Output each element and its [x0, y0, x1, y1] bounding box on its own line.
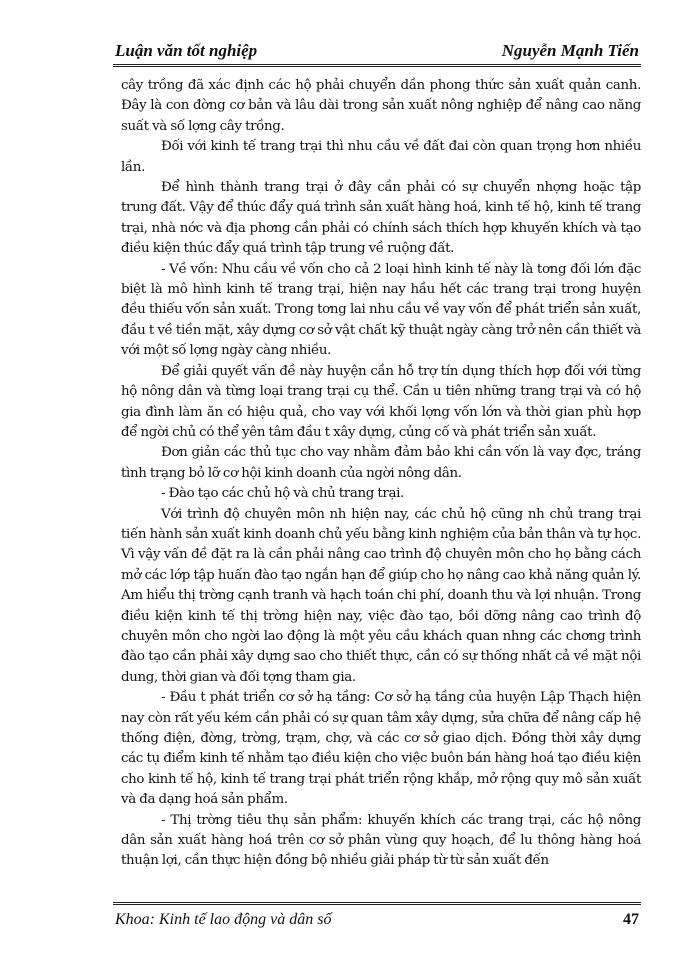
faculty-name: Khoa: Kinh tế lao động và dân số: [115, 911, 332, 928]
page-footer: [113, 902, 641, 931]
thesis-title: Luận văn tốt nghiệp: [115, 41, 258, 60]
page-number: 47: [623, 911, 639, 928]
page-header: [113, 38, 641, 67]
paragraph-6: Đơn giản các thủ tục cho vay nhằm đảm bảo khi cần vốn là vay đợc, tráng tình trạng bỏ lỡ cơ hội kinh doanh của ngời nông dân.: [121, 445, 641, 481]
document-body: [121, 76, 641, 872]
paragraph-4: - Về vốn: Nhu cầu về vốn cho cả 2 loại hình kinh tế này là tơng đối lớn đặc biệt là mô hình kinh tế trang trại, hiện nay hầu hết các trang trại trong huyện đều thiếu vốn sản xuất. Trong tơng lai nhu cầu về vay vốn để phát triển sản xuất, đầu t về tiền mặt, xây dựng cơ sở vật chất kỹ thuật ngày càng trở nên cần thiết và với một số lợng ngày càng nhiều.: [121, 261, 641, 359]
paragraph-7: - Đào tạo các chủ hộ và chủ trang trại.: [161, 486, 404, 502]
paragraph-9: - Đầu t phát triển cơ sở hạ tầng: Cơ sở hạ tầng của huyện Lập Thạch hiện nay còn rất yếu kém cần phải có sự quan tâm xây dựng, sửa chữa để nâng cấp hệ thống điện, đờng, trờng, trạm, chợ, và các cơ sở giao dịch. Đồng thời xây dựng các tụ điểm kinh tế nhằm tạo điều kiện cho việc buôn bán hàng hoá tạo điều kiện cho kinh tế hộ, kinh tế trang trại phát triển rộng khắp, mở rộng quy mô sản xuất và đa dạng hoá sản phẩm.: [121, 690, 641, 808]
author-name: Nguyễn Mạnh Tiến: [501, 41, 639, 60]
paragraph-8: Với trình độ chuyên môn nh hiện nay, các chủ hộ cũng nh chủ trang trại tiến hành sản xuất kinh doanh chủ yếu bằng kinh nghiệm của bản thân và tự học. Vì vậy vấn đề đặt ra là cần phải nâng cao trình độ chuyên môn cho họ bằng cách mở các lớp tập huấn đào tạo ngắn hạn để giúp cho họ nâng cao khả năng quản lý. Am hiểu thị trờng cạnh tranh và hạch toán chi phí, doanh thu và lợi nhuận. Trong điều kiện kinh tế thị trờng hiện nay, việc đào tạo, bồi dỡng nâng cao trình độ chuyên môn cho ngời lao động là một yêu cầu khách quan nhng các chơng trình đào tạo cần phải xây dựng sao cho thiết thực, cần có sự thống nhất cả về mặt nội dung, thời gian và đối tợng tham gia.: [121, 506, 641, 685]
paragraph-10: - Thị trờng tiêu thụ sản phẩm: khuyến khích các trang trại, các hộ nông dân sản xuất hàng hoá trên cơ sở phân vùng quy hoạch, để lu thông hàng hoá thuận lợi, cần thực hiện đồng bộ nhiều giải pháp từ từ sản xuất đến: [121, 812, 641, 869]
paragraph-5: Để giải quyết vấn đề này huyện cần hỗ trợ tín dụng thích hợp đối với từng hộ nông dân và từng loại trang trại cụ thể. Cần u tiên những trang trại và có hộ gia đình làm ăn có hiệu quả, cho vay với khối lợng vốn lớn và thời gian phù hợp để ngời chủ có thể yên tâm đầu t xây dựng, củng cố và phát triển sản xuất.: [121, 363, 641, 440]
paragraph-3: Để hình thành trang trại ở đây cần phải có sự chuyển nhợng hoặc tập trung đất. Vậy để thúc đẩy quá trình sản xuất hàng hoá, kinh tế hộ, kinh tế trang trại, nhà nớc và địa phơng cần phải có chính sách thích hợp khuyến khích và tạo điều kiện thúc đẩy quá trình tập trung về ruộng đất.: [121, 180, 641, 257]
paragraph-1: cây trồng đã xác định các hộ phải chuyển dần phong thức sản xuất quản canh. Đây là con đờng cơ bản và lâu dài trong sản xuất nông nghiệp để nâng cao năng suất và số lợng cây trồng.: [121, 78, 641, 134]
paragraph-2: Đối với kinh tế trang trại thì nhu cầu về đất đai còn quan trọng hơn nhiều lần.: [121, 139, 641, 175]
